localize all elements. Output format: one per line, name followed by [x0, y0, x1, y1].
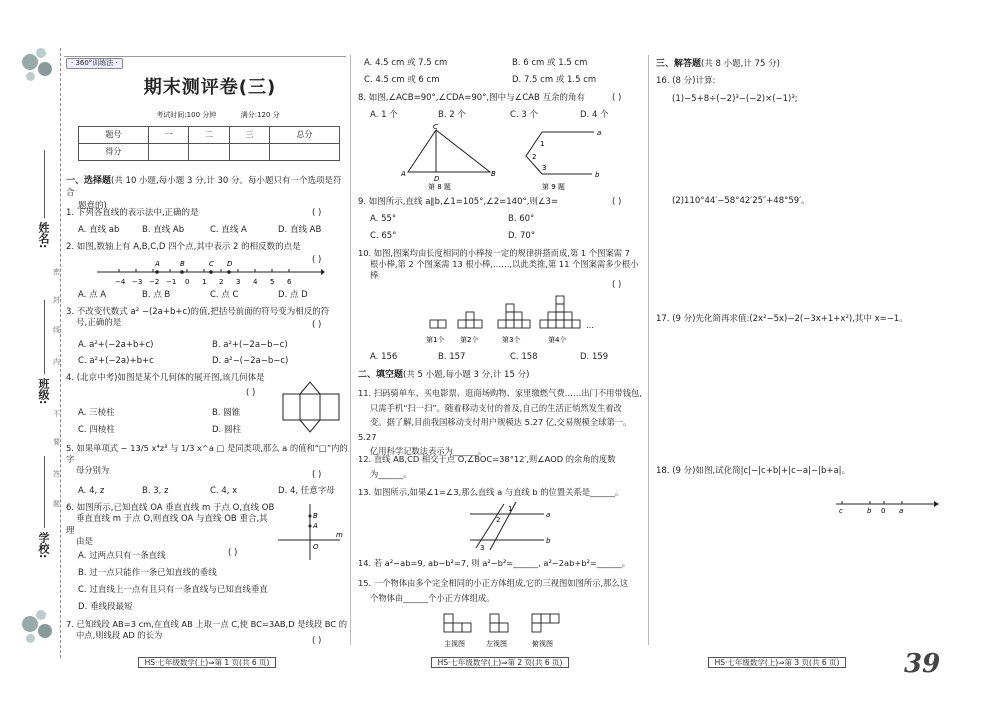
figure-caption: 第3个	[502, 336, 521, 344]
answer-space[interactable]	[656, 112, 986, 192]
table-header: 一	[148, 127, 188, 144]
axis-label: −4	[115, 278, 126, 286]
seal-char: 要	[53, 438, 60, 446]
q6-text: 6. 如图所示,已知直线 OA 垂直直线 m 于点 O,直线 OB 垂直直线 m 于点 O,则直线 OA 与直线 OB 重合,其理 由是	[66, 503, 275, 548]
q7-text: 7. 已知线段 AB=3 cm,在直线 AB 上取一点 C,使 BC=3AB,D 是线段 BC 的 中点,则线段 AD 的长为	[66, 619, 348, 641]
answer-paren[interactable]: ( )	[612, 197, 622, 207]
option: B. 3, z	[142, 486, 169, 496]
answer-paren[interactable]: ( )	[312, 255, 322, 265]
school-label: 学校:	[37, 532, 50, 559]
axis-label: 0	[185, 278, 190, 286]
label-b: b	[595, 171, 600, 179]
column-divider-2	[648, 55, 649, 645]
option: A. 过两点只有一条直线	[78, 551, 166, 561]
label-D: D	[434, 175, 440, 183]
label-m: m	[336, 531, 343, 539]
option: B. 157	[438, 352, 466, 362]
perpendicular-figure	[276, 502, 346, 564]
answer-paren[interactable]: ( )	[312, 320, 322, 330]
option: B. 60°	[508, 214, 535, 224]
option: B. 圆锥	[212, 408, 241, 418]
class-label: 班级:	[37, 378, 50, 405]
option: D. 圆柱	[212, 425, 241, 435]
score-cell[interactable]	[189, 144, 229, 161]
footer-page-3: HS·七年级数学(上)⇒第 3 页(共 6 页)	[652, 658, 902, 670]
q8-text: 8. 如图,∠ACB=90°,∠CDA=90°,图中与∠CAB 互余的角有	[358, 93, 586, 103]
figure-caption: 第2个	[460, 336, 479, 344]
name-label: 姓名:	[37, 222, 50, 249]
section-2-header: 二、填空题(共 5 小题,每小题 3 分,计 15 分)	[358, 370, 530, 380]
q5-text: 5. 如果单项式 − 13/5 x⁴z³ 与 1/3 x^a □ 是同类项,那么 a 的值和“□”内的字 母分别为	[66, 443, 348, 476]
option: A. 156	[370, 352, 398, 362]
option: D. 垂线段最短	[78, 602, 133, 612]
option: B. 点 B	[142, 290, 171, 300]
figure-caption: 第4个	[548, 336, 567, 344]
axis-label: 5	[270, 278, 275, 286]
table-row-label: 得分	[79, 144, 149, 161]
option: A. 55°	[370, 214, 397, 224]
answer-paren[interactable]: ( )	[228, 548, 238, 558]
q9-text: 9. 如图所示,直线 a∥b,∠1=105°,∠2=140°,则∠3=	[358, 197, 559, 207]
triangle-figure	[398, 124, 500, 190]
axis-label: c	[839, 507, 843, 515]
exam-meta	[108, 111, 328, 120]
label-a: a	[597, 129, 602, 137]
option: B. a²+(−2a−b−c)	[212, 340, 288, 350]
school-line	[44, 456, 45, 528]
footer-page-1: HS·七年级数学(上)⇒第 1 页(共 6 页)	[66, 658, 348, 670]
axis-label: b	[867, 507, 872, 515]
label-2: 2	[532, 153, 537, 161]
axis-label: 4	[253, 278, 258, 286]
answer-space[interactable]	[656, 214, 986, 310]
point-label: D	[227, 260, 233, 268]
point-label: A	[155, 260, 160, 268]
view-label: 主视图	[444, 640, 465, 648]
decorative-dots-top	[18, 48, 58, 88]
q2-text: 2. 如图,数轴上有 A,B,C,D 四个点,其中表示 2 的相反数的点是	[66, 242, 301, 252]
axis-label: 6	[287, 278, 292, 286]
score-cell[interactable]	[229, 144, 269, 161]
q10-text: 10. 如图,图案均由长度相同的小棒按一定的规律拼搭而成,第 1 个图案需 7 根小棒,第 2 个图案需 13 根小棒,……,以此类推,第 11 个图案需多少根小 棒	[358, 248, 639, 281]
matchstick-pattern-figure	[422, 296, 598, 346]
exam-time: 考试时间:100 分钟	[156, 111, 217, 119]
option: A. 4, z	[78, 486, 105, 496]
table-header: 题号	[79, 127, 149, 144]
footer-page-2: HS·七年级数学(上)⇒第 2 页(共 6 页)	[352, 658, 648, 670]
q16-part-2: (2)110°44′−58°42′25″+48°59′。	[672, 196, 810, 206]
label-A: A	[313, 522, 318, 530]
answer-paren[interactable]: ( )	[312, 208, 322, 218]
label-1: 1	[540, 140, 545, 148]
label-C: C	[433, 123, 438, 131]
name-line	[44, 150, 45, 218]
table-header: 总分	[270, 127, 340, 144]
page-number: 39	[904, 649, 941, 679]
option: C. 点 C	[210, 290, 239, 300]
point-label: B	[180, 260, 185, 268]
option: C. 4.5 cm 或 6 cm	[364, 75, 440, 85]
seal-char: 封	[53, 296, 60, 304]
parallel-lines-figure	[512, 124, 608, 190]
option: A. 三棱柱	[78, 408, 115, 418]
option: D. 点 D	[278, 290, 308, 300]
class-line	[44, 300, 45, 374]
seal-char: 内	[53, 358, 60, 366]
figure-caption: 第 9 题	[542, 183, 565, 191]
option: B. 2 个	[438, 110, 466, 120]
answer-paren[interactable]: ( )	[612, 280, 622, 290]
exam-score: 满分:120 分	[240, 111, 280, 119]
option: A. 4.5 cm 或 7.5 cm	[364, 58, 448, 68]
axis-label: −2	[149, 278, 160, 286]
decorative-dots-bottom	[18, 610, 58, 650]
answer-paren[interactable]: ( )	[312, 470, 322, 480]
score-table	[78, 126, 340, 161]
label-1: 1	[508, 505, 513, 513]
number-line-figure	[95, 256, 325, 290]
view-label: 左视图	[486, 640, 507, 648]
seal-char: 密	[53, 268, 60, 276]
three-views-figure	[432, 608, 582, 652]
option: C. a²+(−2a)+b+c	[78, 356, 154, 366]
q12-text: 12. 直线 AB,CD 相交于点 O,∠BOC=38°12′,则∠AOD 的余角的度数 为______。	[358, 454, 616, 479]
option: C. 158	[510, 352, 538, 362]
seal-char: 答	[53, 470, 60, 478]
option: B. 过一点只能作一条已知直线的垂线	[78, 568, 217, 578]
option: C. 过直线上一点有且只有一条直线与已知直线垂直	[78, 585, 268, 595]
option: D. a²−(−2a−b−c)	[212, 356, 289, 366]
axis-label: 1	[202, 278, 207, 286]
transversal-figure	[466, 500, 550, 552]
option: D. 159	[580, 352, 609, 362]
label-O: O	[313, 543, 319, 551]
page-title: 期末测评卷(三)	[143, 77, 277, 98]
label-a: a	[546, 511, 551, 519]
q17-text: 17. (9 分)先化简再求值:(2x²−5x)−2(−3x+1+x²),其中 x=−1。	[656, 314, 908, 324]
seal-char: 线	[53, 326, 60, 334]
answer-space[interactable]	[656, 332, 986, 462]
label-A: A	[401, 170, 406, 178]
option: A. 1 个	[370, 110, 398, 120]
score-cell[interactable]	[270, 144, 340, 161]
q16-part-1: (1)−5+8÷(−2)³−(−2)×(−1)³;	[672, 94, 798, 104]
option: D. 4, 任意字母	[278, 486, 335, 496]
axis-label: 0	[881, 507, 886, 515]
ellipsis: …	[586, 321, 594, 330]
option: B. 直线 Ab	[142, 225, 185, 235]
brand-badge: · 360°训练法 ·	[66, 58, 123, 69]
option: D. 4 个	[580, 110, 609, 120]
answer-paren[interactable]: ( )	[312, 636, 322, 646]
label-b: b	[546, 537, 551, 545]
option: C. 直线 A	[210, 225, 247, 235]
label-3: 3	[480, 544, 485, 552]
label-B: B	[491, 170, 496, 178]
answer-space[interactable]	[656, 520, 986, 640]
option: C. 4, x	[210, 486, 238, 496]
prism-net-figure	[280, 380, 342, 434]
fold-line	[60, 48, 61, 658]
option: A. 点 A	[78, 290, 107, 300]
label-B: B	[313, 512, 318, 520]
option: C. 四棱柱	[78, 425, 115, 435]
option: A. a²+(−2a+b+c)	[78, 340, 154, 350]
score-cell[interactable]	[148, 144, 188, 161]
axis-label: 2	[219, 278, 224, 286]
seal-char: 不	[53, 410, 60, 418]
q13-text: 13. 如图所示,如果∠1=∠3,那么直线 a 与直线 b 的位置关系是______。	[358, 487, 624, 497]
section-1-header: 一、选择题(共 10 小题,每小题 3 分,计 30 分。每小题只有一个选项是符合 题意的)	[66, 176, 342, 211]
point-label: C	[209, 260, 214, 268]
option: C. 65°	[370, 231, 397, 241]
label-2: 2	[496, 516, 501, 524]
q16-text: 16. (8 分)计算:	[656, 76, 716, 86]
option: C. 3 个	[510, 110, 538, 120]
option: D. 70°	[508, 231, 536, 241]
q4-text: 4. (北京中考)如图是某个几何体的展开图,该几何体是	[66, 373, 265, 383]
axis-label: 3	[236, 278, 241, 286]
table-header: 二	[189, 127, 229, 144]
option: B. 6 cm 或 1.5 cm	[512, 58, 588, 68]
q11-text: 11. 扫码骑单车、买电影票、逛商场购物、家里缴燃气费……出门不用带钱包, 只需手机“扫一扫”。随着移动支付的普及,自己的生活正悄然发生着改 变。据了解,目前我国移动支付用户规模达 5.27 亿,交易规模全球第一。5.27 亿用科学记数法表示为______。	[358, 388, 642, 457]
answer-paren[interactable]: ( )	[246, 388, 256, 398]
section-3-header: 三、解答题(共 8 小题,计 75 分)	[656, 59, 780, 69]
q18-number-line	[834, 496, 942, 516]
figure-caption: 第1个	[426, 336, 445, 344]
view-label: 俯视图	[532, 640, 553, 648]
q14-text: 14. 若 a²−ab=9, ab−b²=7, 则 a²−b²=______, a²−2ab+b²=______。	[358, 558, 631, 568]
option: A. 直线 ab	[78, 225, 120, 235]
q3-text: 3. 不改变代数式 a² −(2a+b+c)的值,把括号前面的符号变为相反的符 号,正确的是	[66, 307, 330, 329]
binding-sidebar	[0, 0, 60, 707]
axis-label: −3	[132, 278, 143, 286]
option: D. 7.5 cm 或 1.5 cm	[512, 75, 597, 85]
axis-label: −1	[166, 278, 177, 286]
seal-char: 题	[53, 500, 60, 508]
q18-text: 18. (9 分)如图,试化简|c|−|c+b|+|c−a|−|b+a|。	[656, 466, 851, 476]
top-rule	[64, 56, 346, 57]
axis-label: a	[899, 507, 904, 515]
label-3: 3	[542, 164, 547, 172]
figure-caption: 第 8 题	[428, 183, 451, 191]
option: D. 直线 AB	[278, 225, 322, 235]
answer-paren[interactable]: ( )	[612, 93, 622, 103]
q1-text: 1. 下列各直线的表示法中,正确的是	[66, 208, 199, 218]
column-divider-1	[350, 55, 351, 645]
table-header: 三	[229, 127, 269, 144]
q15-text: 15. 一个物体由多个完全相同的小正方体组成,它的三视图如图所示,那么这 个物体由______个小正方体组成。	[358, 578, 629, 603]
